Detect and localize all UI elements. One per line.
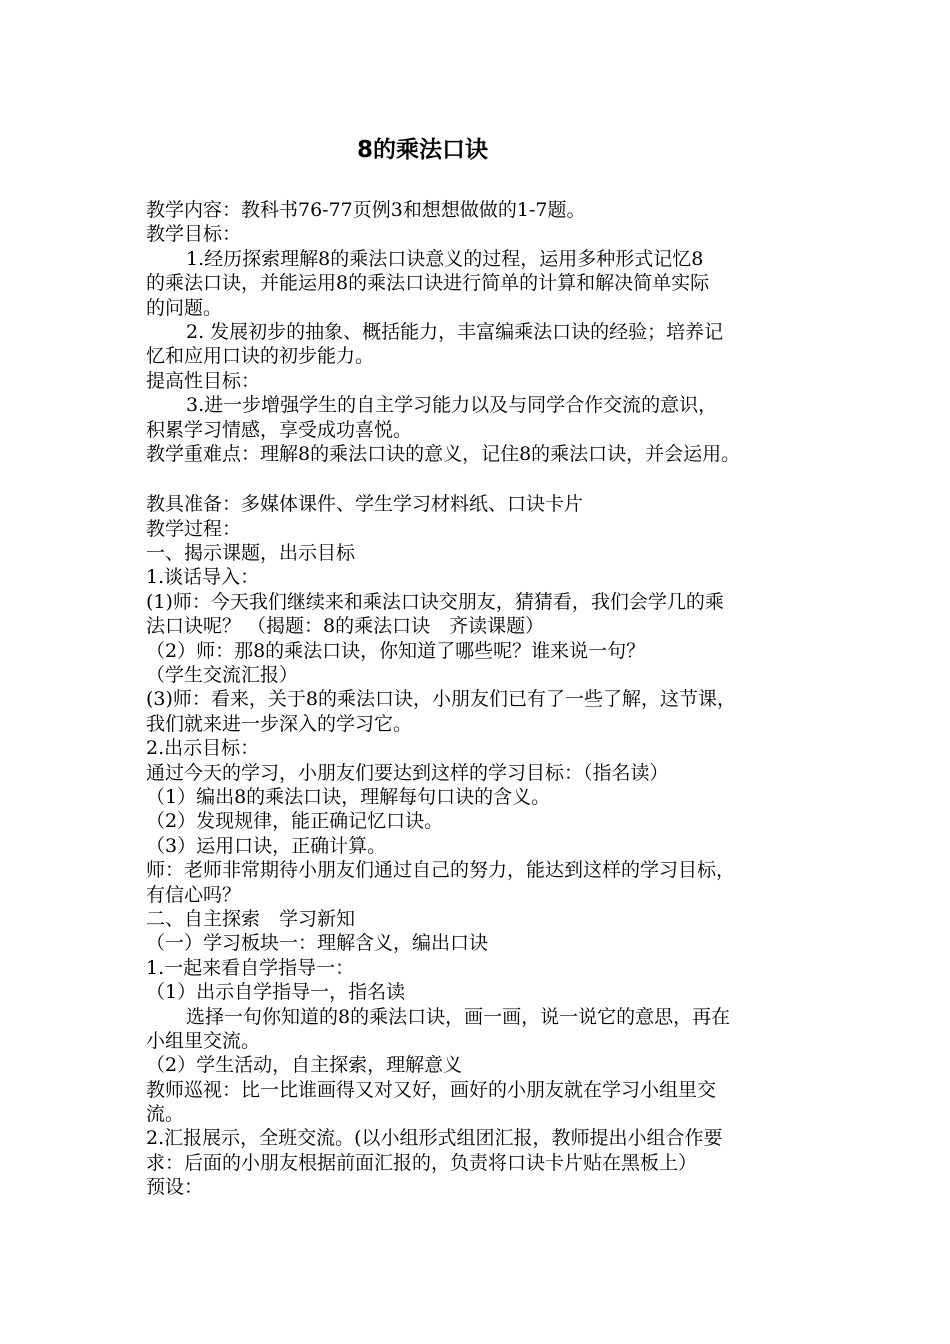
body-line: (3)师：看来，关于8的乘法口诀，小朋友们已有了一些了解，这节课， [146,688,737,711]
body-line: 2.出示目标： [146,737,260,760]
body-line: 提高性目标： [146,369,261,392]
body-line: （一）学习板块一：理解含义，编出口诀 [146,932,489,955]
body-line: (1)师：今天我们继续来和乘法口诀交朋友，猜猜看，我们会学几的乘 [146,590,724,613]
body-line: （3）运用口诀，正确计算。 [146,834,387,857]
body-line: 教学重难点：理解8的乘法口诀的意义，记住8的乘法口诀，并会运用。 [146,442,741,465]
body-line: 1.一起来看自学指导一： [146,956,355,979]
body-line: 师：老师非常期待小朋友们通过自己的努力，能达到这样的学习目标， [146,859,736,882]
body-line: （2）师：那8的乘法口诀，你知道了哪些呢？谁来说一句？ [146,639,646,662]
body-line: 选择一句你知道的8的乘法口诀，画一画，说一说它的意思，再在 [186,1005,731,1028]
body-line: 的乘法口诀，并能运用8的乘法口诀进行简单的计算和解决简单实际 [146,272,710,295]
document-title: 8的乘法口诀 [356,137,488,163]
body-line: 预设： [146,1176,204,1199]
body-line: 2.汇报展示，全班交流。(以小组形式组团汇报，教师提出小组合作要 [146,1127,723,1150]
body-line: （学生交流汇报） [146,664,299,687]
body-line: 小组里交流。 [146,1029,261,1052]
body-line: （1）编出8的乘法口诀，理解每句口诀的含义。 [146,785,551,808]
body-line: 1.谈话导入： [146,566,260,589]
body-line: 流。 [146,1103,185,1126]
body-line: （1）出示自学指导一，指名读 [146,981,406,1004]
body-line: 一、揭示课题，出示目标 [146,542,356,565]
body-line: 积累学习情感，享受成功喜悦。 [146,418,413,441]
body-line: 教学目标： [146,223,242,246]
body-line: （2）发现规律，能正确记忆口诀。 [146,810,444,833]
body-line: 通过今天的学习，小朋友们要达到这样的学习目标：（指名读） [146,761,669,784]
body-line: 2. 发展初步的抽象、概括能力，丰富编乘法口诀的经验；培养记 [186,320,724,343]
body-line: 我们就来进一步深入的学习它。 [146,712,413,735]
body-line: 二、自主探索 学习新知 [146,907,356,930]
body-line: 1.经历探索理解8的乘法口诀意义的过程，运用多种形式记忆8 [186,247,704,270]
body-line: 法口诀呢？ （揭题：8的乘法口诀 齐读课题） [146,615,545,638]
body-line: 教学内容：教科书76-77页例3和想想做做的1-7题。 [146,199,586,221]
body-line: 3.进一步增强学生的自主学习能力以及与同学合作交流的意识， [186,394,718,417]
body-line: 教学过程： [146,517,242,540]
document-body [146,198,826,1200]
body-line: 有信心吗？ [146,883,242,906]
body-line: 的问题。 [146,296,223,319]
body-line: （2）学生活动，自主探索，理解意义 [146,1054,463,1077]
body-line: 教师巡视：比一比谁画得又对又好，画好的小朋友就在学习小组里交 [146,1078,717,1101]
body-line: 求：后面的小朋友根据前面汇报的，负责将口诀卡片贴在黑板上） [146,1151,698,1174]
body-line: 教具准备：多媒体课件、学生学习材料纸、口诀卡片 [146,493,584,516]
blank-line [146,466,826,492]
body-line: 忆和应用口诀的初步能力。 [146,345,375,368]
